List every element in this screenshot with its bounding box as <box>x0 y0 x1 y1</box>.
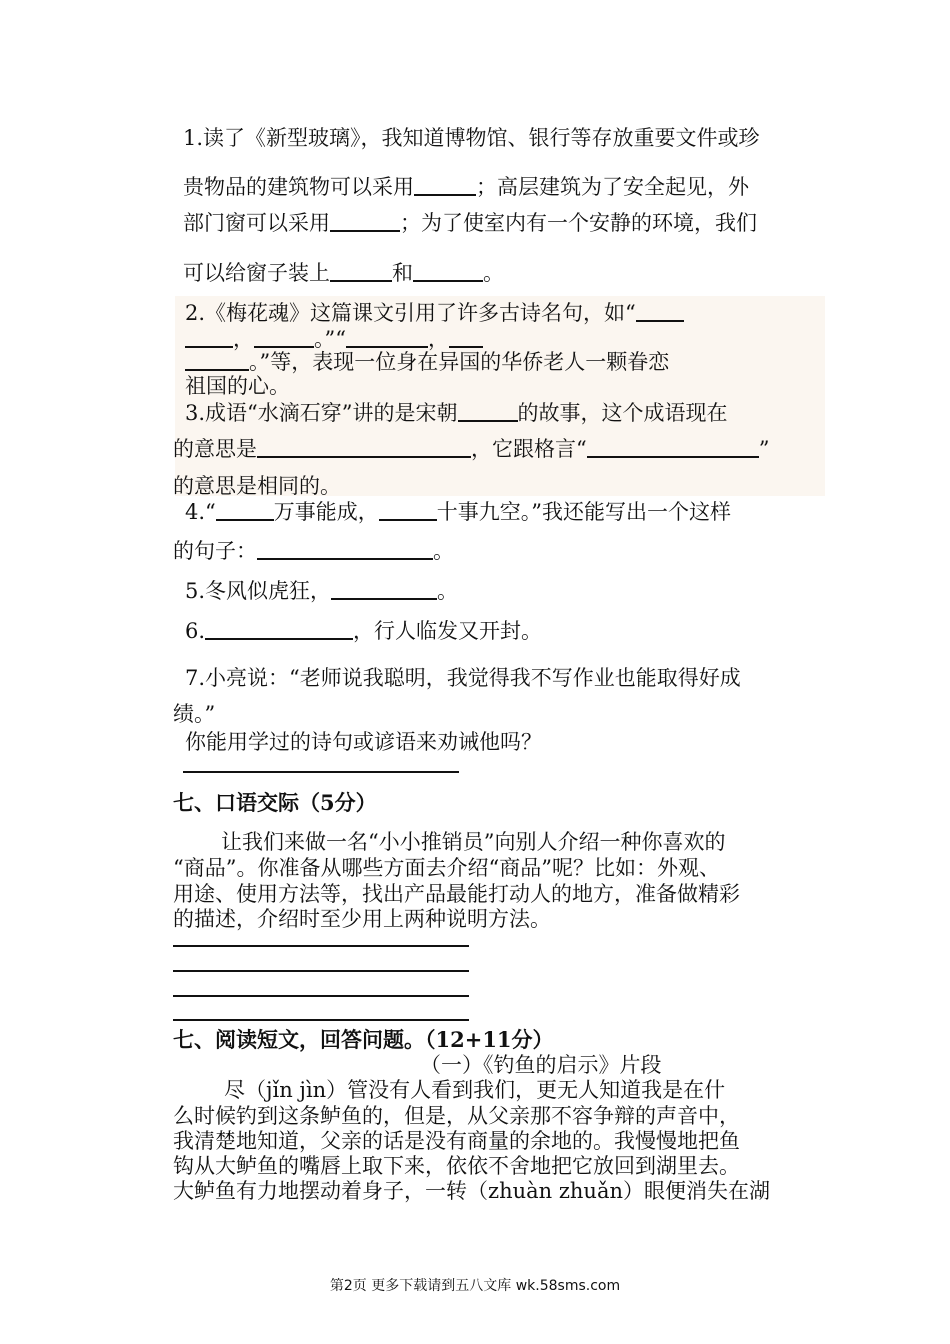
q5-blank[interactable] <box>331 578 437 600</box>
q1-text: 部门窗可以采用 <box>183 211 330 235</box>
q1-blank-4[interactable] <box>413 260 483 282</box>
q1-line1-text: 1.读了《新型玻璃》，我知道博物馆、银行等存放重要文件或珍 <box>183 126 760 150</box>
reading-para-3 <box>173 1128 740 1154</box>
page-footer: 第2页 更多下载请到五八文库 wk.58sms.com <box>329 1278 621 1294</box>
q4-text: 的句子： <box>173 539 257 563</box>
para-text: 用途、使用方法等，找出产品最能打动人的地方，准备做精彩 <box>173 882 740 906</box>
q1-text: 和 <box>392 261 413 285</box>
reading-para-2 <box>173 1103 740 1129</box>
q7-text: 绩。” <box>173 702 216 726</box>
q7-text: 7.小亮说：“老师说我聪明，我觉得我不写作业也能取得好成 <box>185 666 741 690</box>
q5-text: 。 <box>437 579 459 603</box>
q5-line <box>185 578 458 604</box>
q2-blank-6[interactable] <box>185 349 249 371</box>
q3-text: ” <box>758 437 770 461</box>
para-text: 的描述，介绍时至少用上两种说明方法。 <box>173 907 551 931</box>
para-text: 大鲈鱼有力地摆动着身子，一转（zhuàn zhuǎn）眼便消失在湖 <box>173 1179 770 1203</box>
subtitle-text: （一）《钓鱼的启示》片段 <box>420 1053 662 1077</box>
q7-text: 你能用学过的诗句或谚语来劝诫他吗？ <box>185 730 542 754</box>
q2-blank-3[interactable] <box>254 326 314 348</box>
q1-text: 可以给窗子装上 <box>183 261 330 285</box>
reading-subtitle <box>420 1052 662 1078</box>
oral-answer-line-3[interactable] <box>173 995 469 997</box>
q1-blank-1[interactable] <box>414 174 476 196</box>
q1-text: 。 <box>483 261 504 285</box>
q2-blank-5[interactable] <box>449 326 483 348</box>
q1-line2 <box>183 174 749 200</box>
section-title-text: 七、阅读短文，回答问题。（12+11分） <box>173 1027 554 1052</box>
q4-text: 十事九空。”我还能写出一个这样 <box>436 500 732 524</box>
q4-line2 <box>173 538 454 564</box>
q4-text: 。 <box>433 539 454 563</box>
q6-text: ，行人临发又开封。 <box>353 619 543 643</box>
q2-text: ， <box>427 327 449 351</box>
q2-text: 祖国的心。 <box>185 374 290 398</box>
q4-blank-3[interactable] <box>257 538 433 560</box>
q2-text: 。”等，表现一位身在异国的华侨老人一颗眷恋 <box>249 350 670 374</box>
q5-text: 5.冬风似虎狂， <box>185 579 332 603</box>
q2-line4 <box>185 373 290 399</box>
q2-blank-4[interactable] <box>346 326 428 348</box>
q1-line3 <box>183 210 757 236</box>
section-title-oral <box>173 790 377 816</box>
q2-text: 2.《梅花魂》这篇课文引用了许多古诗名句，如“ <box>185 301 636 325</box>
q6-text: 6. <box>185 619 206 643</box>
q4-line1 <box>185 499 731 525</box>
oral-answer-line-2[interactable] <box>173 970 469 972</box>
oral-para-2 <box>173 855 720 881</box>
q7-line2 <box>173 701 215 727</box>
q4-blank-1[interactable] <box>216 499 274 521</box>
q2-blank-1[interactable] <box>636 300 684 322</box>
q3-blank-1[interactable] <box>458 400 518 422</box>
q6-line <box>185 618 542 644</box>
q2-text: 。”“ <box>314 327 346 351</box>
q3-blank-2[interactable] <box>257 436 471 458</box>
q3-blank-3[interactable] <box>587 436 759 458</box>
q1-line1 <box>183 125 760 151</box>
oral-answer-line-1[interactable] <box>173 945 469 947</box>
oral-answer-line-4[interactable] <box>173 1019 469 1021</box>
q1-blank-3[interactable] <box>330 260 392 282</box>
para-text: 让我们来做一名“小小推销员”向别人介绍一种你喜欢的 <box>221 830 726 854</box>
reading-para-1 <box>224 1077 725 1103</box>
q4-blank-2[interactable] <box>379 499 437 521</box>
q1-text: ；为了使室内有一个安静的环境，我们 <box>400 211 757 235</box>
para-text: 么时候钓到这条鲈鱼的，但是，从父亲那不容争辩的声音中， <box>173 1104 740 1128</box>
q7-line1 <box>185 665 741 691</box>
q3-line2 <box>173 436 770 462</box>
q3-line3 <box>173 473 341 499</box>
q1-text: ；高层建筑为了安全起见，外 <box>476 175 749 199</box>
q3-text: 的故事，这个成语现在 <box>517 401 728 425</box>
oral-para-1 <box>221 829 725 855</box>
q3-text: 的意思是 <box>173 437 257 461</box>
q4-text: 万事能成， <box>273 500 379 524</box>
reading-para-5 <box>173 1178 770 1204</box>
para-text: 我清楚地知道，父亲的话是没有商量的余地的。我慢慢地把鱼 <box>173 1129 740 1153</box>
para-text: 尽（jǐn jìn）管没有人看到我们，更无人知道我是在什 <box>224 1078 726 1102</box>
para-text: “商品”。你准备从哪些方面去介绍“商品”呢？比如：外观、 <box>173 856 720 880</box>
oral-para-4 <box>173 906 551 932</box>
q2-blank-2[interactable] <box>185 326 233 348</box>
q7-line3 <box>185 729 542 755</box>
q2-line1 <box>185 300 684 326</box>
reading-para-4 <box>173 1153 740 1179</box>
para-text: 钩从大鲈鱼的嘴唇上取下来，依依不舍地把它放回到湖里去。 <box>173 1154 740 1178</box>
q3-text: 的意思是相同的。 <box>173 474 341 498</box>
q2-text: ， <box>233 327 254 351</box>
q6-blank[interactable] <box>205 618 353 640</box>
q4-text: 4.“ <box>185 500 216 524</box>
q3-line1 <box>185 400 728 426</box>
q2-line3 <box>185 349 669 375</box>
section-title-reading <box>173 1027 554 1053</box>
q1-line4 <box>183 260 504 286</box>
q3-text: 3.成语“水滴石穿”讲的是宋朝 <box>185 401 458 425</box>
q1-text: 贵物品的建筑物可以采用 <box>183 175 414 199</box>
section-title-text: 七、口语交际（5分） <box>173 790 377 815</box>
q3-text: ，它跟格言“ <box>471 437 587 461</box>
q1-blank-2[interactable] <box>330 210 400 232</box>
q7-answer-line[interactable] <box>183 771 459 773</box>
oral-para-3 <box>173 881 740 907</box>
